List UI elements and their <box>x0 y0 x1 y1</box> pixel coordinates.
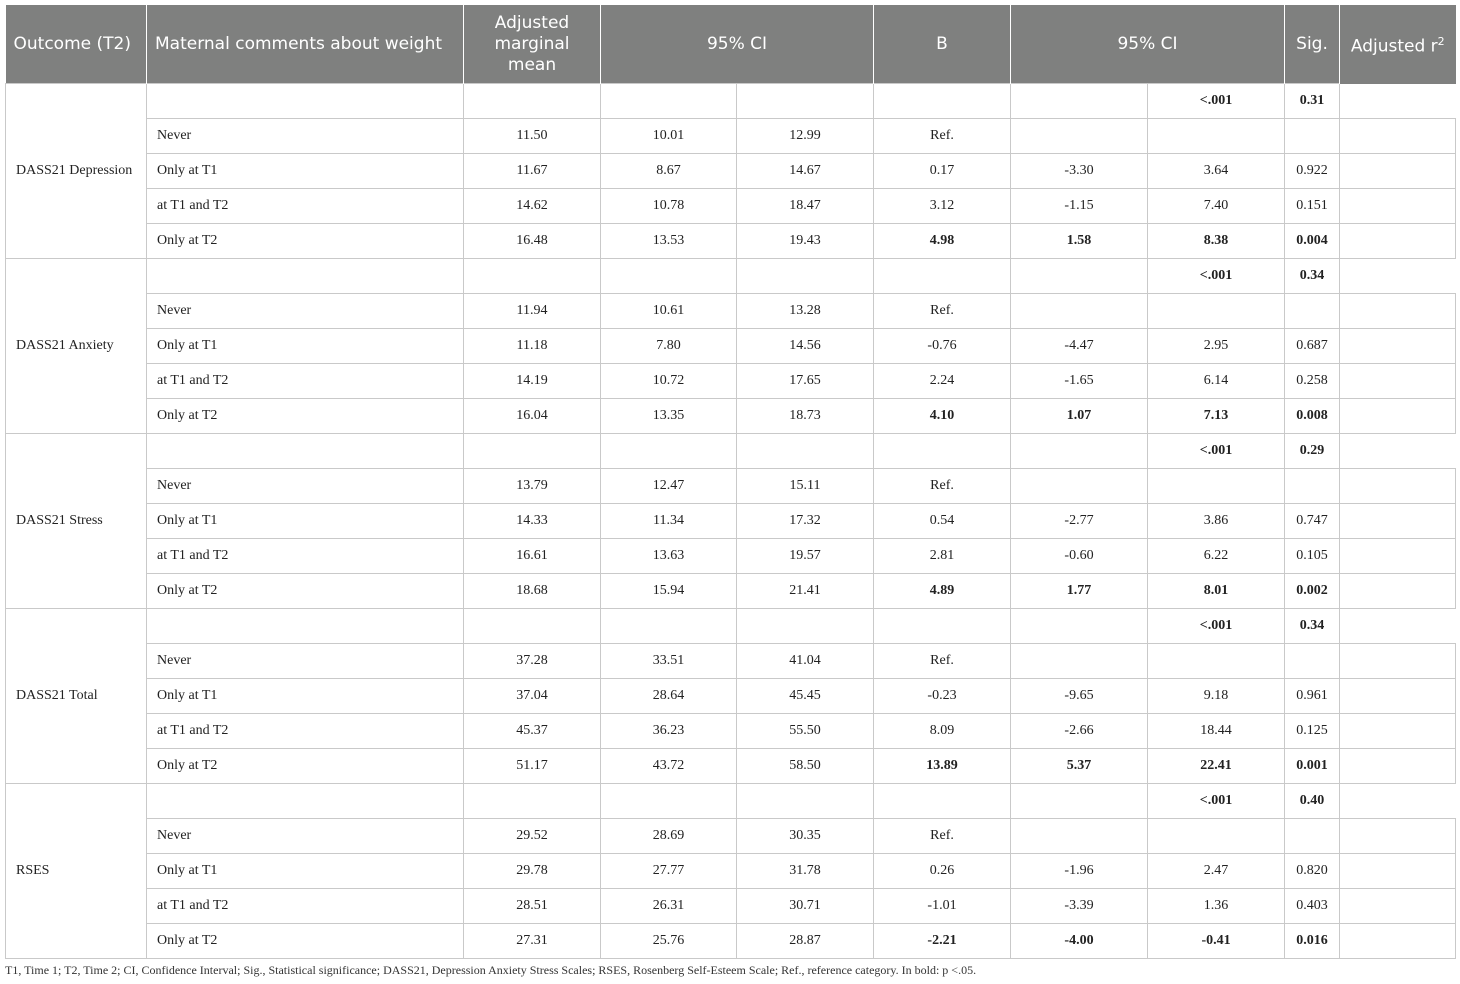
model-sig-cell: <.001 <box>1148 84 1285 119</box>
sig-cell <box>1285 644 1340 679</box>
ci-upper-cell: 30.35 <box>737 819 874 854</box>
amm-cell: 37.04 <box>464 679 601 714</box>
b-ci-upper-cell <box>1148 469 1285 504</box>
table-row <box>6 504 1456 539</box>
level-cell: at T1 and T2 <box>147 364 464 399</box>
ci-lower-cell: 12.47 <box>601 469 737 504</box>
summary-row <box>6 259 1456 294</box>
ci-lower-cell: 10.01 <box>601 119 737 154</box>
ci-upper-cell: 18.47 <box>737 189 874 224</box>
header-outcome: Outcome (T2) <box>6 5 147 84</box>
outcome-cell: DASS21 Depression <box>6 84 147 259</box>
b-ci-lower-cell: -3.30 <box>1011 154 1148 189</box>
b-ci-upper-cell <box>1148 119 1285 154</box>
summary-row <box>6 84 1456 119</box>
empty-cell <box>1340 854 1456 889</box>
model-sig-cell: <.001 <box>1148 259 1285 294</box>
adjusted-r2-cell: 0.34 <box>1285 259 1340 294</box>
ci-upper-cell: 17.65 <box>737 364 874 399</box>
amm-cell: 28.51 <box>464 889 601 924</box>
level-cell: Only at T2 <box>147 399 464 434</box>
amm-cell: 16.48 <box>464 224 601 259</box>
b-ci-lower-cell: -0.60 <box>1011 539 1148 574</box>
empty-cell <box>737 609 874 644</box>
b-ci-lower-cell <box>1011 294 1148 329</box>
sig-cell: 0.922 <box>1285 154 1340 189</box>
b-ci-lower-cell <box>1011 819 1148 854</box>
empty-cell <box>1340 119 1456 154</box>
level-cell: Only at T2 <box>147 224 464 259</box>
empty-cell <box>1340 539 1456 574</box>
b-ci-upper-cell: 6.22 <box>1148 539 1285 574</box>
b-ci-lower-cell: -4.47 <box>1011 329 1148 364</box>
header-adjusted-r2-label: Adjusted r <box>1350 36 1438 57</box>
level-cell: Only at T1 <box>147 854 464 889</box>
empty-cell <box>1340 889 1456 924</box>
sig-cell: 0.002 <box>1285 574 1340 609</box>
b-ci-lower-cell: -2.66 <box>1011 714 1148 749</box>
amm-cell: 29.52 <box>464 819 601 854</box>
ci-lower-cell: 28.69 <box>601 819 737 854</box>
empty-cell <box>464 784 601 819</box>
empty-cell <box>874 609 1011 644</box>
summary-row <box>6 434 1456 469</box>
b-ci-upper-cell: 8.01 <box>1148 574 1285 609</box>
empty-cell <box>1340 224 1456 259</box>
header-ci-mean: 95% CI <box>601 5 874 84</box>
empty-cell <box>737 434 874 469</box>
b-ci-upper-cell: 8.38 <box>1148 224 1285 259</box>
table-row <box>6 364 1456 399</box>
empty-cell <box>1340 329 1456 364</box>
sig-cell: 0.016 <box>1285 924 1340 959</box>
amm-cell: 16.04 <box>464 399 601 434</box>
header-row <box>6 5 1456 84</box>
b-cell: Ref. <box>874 294 1011 329</box>
sig-cell: 0.687 <box>1285 329 1340 364</box>
ci-lower-cell: 8.67 <box>601 154 737 189</box>
table-row <box>6 539 1456 574</box>
empty-cell <box>601 784 737 819</box>
level-cell: Only at T1 <box>147 329 464 364</box>
sig-cell <box>1285 819 1340 854</box>
empty-cell <box>874 84 1011 119</box>
adjusted-r2-cell: 0.29 <box>1285 434 1340 469</box>
b-cell: -1.01 <box>874 889 1011 924</box>
empty-cell <box>147 84 464 119</box>
b-cell: 0.17 <box>874 154 1011 189</box>
empty-cell <box>737 784 874 819</box>
ci-upper-cell: 58.50 <box>737 749 874 784</box>
empty-cell <box>1011 434 1148 469</box>
table-row <box>6 224 1456 259</box>
empty-cell <box>874 784 1011 819</box>
amm-cell: 27.31 <box>464 924 601 959</box>
ci-upper-cell: 41.04 <box>737 644 874 679</box>
ci-upper-cell: 13.28 <box>737 294 874 329</box>
ci-lower-cell: 27.77 <box>601 854 737 889</box>
ci-lower-cell: 11.34 <box>601 504 737 539</box>
b-cell: 4.89 <box>874 574 1011 609</box>
level-cell: Never <box>147 119 464 154</box>
adjusted-r2-cell: 0.34 <box>1285 609 1340 644</box>
sig-cell: 0.403 <box>1285 889 1340 924</box>
ci-upper-cell: 28.87 <box>737 924 874 959</box>
ci-lower-cell: 7.80 <box>601 329 737 364</box>
empty-cell <box>1340 679 1456 714</box>
empty-cell <box>737 84 874 119</box>
empty-cell <box>601 609 737 644</box>
amm-cell: 14.33 <box>464 504 601 539</box>
ci-lower-cell: 10.78 <box>601 189 737 224</box>
level-cell: Never <box>147 819 464 854</box>
header-adjusted-r2 <box>1340 5 1456 84</box>
ci-lower-cell: 10.72 <box>601 364 737 399</box>
b-ci-lower-cell: -2.77 <box>1011 504 1148 539</box>
ci-lower-cell: 43.72 <box>601 749 737 784</box>
sig-cell: 0.820 <box>1285 854 1340 889</box>
b-cell: 0.54 <box>874 504 1011 539</box>
b-ci-lower-cell <box>1011 644 1148 679</box>
b-cell: -0.76 <box>874 329 1011 364</box>
header-maternal-comments: Maternal comments about weight <box>147 5 464 84</box>
b-cell: 2.24 <box>874 364 1011 399</box>
ci-lower-cell: 25.76 <box>601 924 737 959</box>
empty-cell <box>601 434 737 469</box>
level-cell: Only at T1 <box>147 504 464 539</box>
sig-cell <box>1285 469 1340 504</box>
b-ci-upper-cell: 3.64 <box>1148 154 1285 189</box>
b-cell: -2.21 <box>874 924 1011 959</box>
b-ci-upper-cell: 22.41 <box>1148 749 1285 784</box>
empty-cell <box>147 434 464 469</box>
summary-row <box>6 784 1456 819</box>
ci-lower-cell: 26.31 <box>601 889 737 924</box>
ci-lower-cell: 13.53 <box>601 224 737 259</box>
b-ci-upper-cell: 7.40 <box>1148 189 1285 224</box>
ci-upper-cell: 19.57 <box>737 539 874 574</box>
amm-cell: 11.94 <box>464 294 601 329</box>
sig-cell: 0.747 <box>1285 504 1340 539</box>
ci-upper-cell: 45.45 <box>737 679 874 714</box>
empty-cell <box>147 609 464 644</box>
b-ci-upper-cell: 18.44 <box>1148 714 1285 749</box>
empty-cell <box>1011 609 1148 644</box>
empty-cell <box>601 259 737 294</box>
empty-cell <box>1340 504 1456 539</box>
header-b: B <box>874 5 1011 84</box>
sig-cell <box>1285 119 1340 154</box>
level-cell: at T1 and T2 <box>147 714 464 749</box>
adjusted-r2-cell: 0.40 <box>1285 784 1340 819</box>
amm-cell: 37.28 <box>464 644 601 679</box>
b-ci-upper-cell: 2.47 <box>1148 854 1285 889</box>
b-cell: 3.12 <box>874 189 1011 224</box>
empty-cell <box>464 609 601 644</box>
model-sig-cell: <.001 <box>1148 434 1285 469</box>
ci-upper-cell: 12.99 <box>737 119 874 154</box>
b-ci-lower-cell: 1.58 <box>1011 224 1148 259</box>
empty-cell <box>874 259 1011 294</box>
ci-upper-cell: 21.41 <box>737 574 874 609</box>
sig-cell: 0.008 <box>1285 399 1340 434</box>
empty-cell <box>1340 574 1456 609</box>
sig-cell <box>1285 294 1340 329</box>
model-sig-cell: <.001 <box>1148 609 1285 644</box>
table-row <box>6 889 1456 924</box>
empty-cell <box>601 84 737 119</box>
outcome-cell: DASS21 Total <box>6 609 147 784</box>
b-cell: Ref. <box>874 119 1011 154</box>
empty-cell <box>1011 84 1148 119</box>
b-cell: 2.81 <box>874 539 1011 574</box>
b-ci-lower-cell: 1.77 <box>1011 574 1148 609</box>
ci-lower-cell: 15.94 <box>601 574 737 609</box>
ci-upper-cell: 31.78 <box>737 854 874 889</box>
outcome-cell: DASS21 Stress <box>6 434 147 609</box>
level-cell: at T1 and T2 <box>147 189 464 224</box>
b-ci-lower-cell: -1.15 <box>1011 189 1148 224</box>
level-cell: Only at T2 <box>147 574 464 609</box>
b-ci-upper-cell: 1.36 <box>1148 889 1285 924</box>
level-cell: Only at T1 <box>147 154 464 189</box>
amm-cell: 11.67 <box>464 154 601 189</box>
empty-cell <box>1340 644 1456 679</box>
b-ci-lower-cell: -4.00 <box>1011 924 1148 959</box>
empty-cell <box>1011 784 1148 819</box>
b-ci-upper-cell <box>1148 644 1285 679</box>
table-row <box>6 644 1456 679</box>
header-ci-b: 95% CI <box>1011 5 1285 84</box>
empty-cell <box>1340 364 1456 399</box>
amm-cell: 11.50 <box>464 119 601 154</box>
sig-cell: 0.001 <box>1285 749 1340 784</box>
amm-cell: 16.61 <box>464 539 601 574</box>
empty-cell <box>464 434 601 469</box>
amm-cell: 45.37 <box>464 714 601 749</box>
b-cell: 0.26 <box>874 854 1011 889</box>
empty-cell <box>1340 154 1456 189</box>
empty-cell <box>1340 749 1456 784</box>
sig-cell: 0.258 <box>1285 364 1340 399</box>
empty-cell <box>1340 819 1456 854</box>
ci-lower-cell: 28.64 <box>601 679 737 714</box>
level-cell: Only at T1 <box>147 679 464 714</box>
table-row <box>6 574 1456 609</box>
empty-cell <box>1340 924 1456 959</box>
table-row <box>6 854 1456 889</box>
table-row <box>6 189 1456 224</box>
level-cell: Only at T2 <box>147 749 464 784</box>
sig-cell: 0.105 <box>1285 539 1340 574</box>
b-ci-upper-cell: 3.86 <box>1148 504 1285 539</box>
level-cell: Never <box>147 469 464 504</box>
b-ci-lower-cell: -3.39 <box>1011 889 1148 924</box>
header-adjusted-r2-sup: 2 <box>1437 34 1445 48</box>
amm-cell: 18.68 <box>464 574 601 609</box>
ci-upper-cell: 30.71 <box>737 889 874 924</box>
empty-cell <box>874 434 1011 469</box>
empty-cell <box>147 259 464 294</box>
model-sig-cell: <.001 <box>1148 784 1285 819</box>
level-cell: Never <box>147 644 464 679</box>
b-ci-lower-cell <box>1011 119 1148 154</box>
b-cell: 8.09 <box>874 714 1011 749</box>
b-ci-upper-cell: 9.18 <box>1148 679 1285 714</box>
table-row <box>6 154 1456 189</box>
level-cell: Only at T2 <box>147 924 464 959</box>
amm-cell: 14.62 <box>464 189 601 224</box>
ci-upper-cell: 19.43 <box>737 224 874 259</box>
sig-cell: 0.004 <box>1285 224 1340 259</box>
empty-cell <box>147 784 464 819</box>
ci-upper-cell: 14.56 <box>737 329 874 364</box>
ci-upper-cell: 18.73 <box>737 399 874 434</box>
amm-cell: 14.19 <box>464 364 601 399</box>
table-row <box>6 294 1456 329</box>
outcome-cell: RSES <box>6 784 147 959</box>
table-row <box>6 714 1456 749</box>
b-ci-lower-cell: 1.07 <box>1011 399 1148 434</box>
b-ci-upper-cell <box>1148 819 1285 854</box>
b-ci-upper-cell: 7.13 <box>1148 399 1285 434</box>
level-cell: at T1 and T2 <box>147 889 464 924</box>
table-row <box>6 749 1456 784</box>
b-cell: Ref. <box>874 644 1011 679</box>
b-ci-upper-cell: -0.41 <box>1148 924 1285 959</box>
ci-upper-cell: 15.11 <box>737 469 874 504</box>
empty-cell <box>1340 399 1456 434</box>
level-cell: Never <box>147 294 464 329</box>
table-footnote: T1, Time 1; T2, Time 2; CI, Confidence Interval; Sig., Statistical significance; DASS21, Depression Anxiety Stress Scales; RSES, Rosenberg Self-Esteem Scale; Ref., reference category. In bold: p <.05. <box>5 963 977 977</box>
sig-cell: 0.961 <box>1285 679 1340 714</box>
results-table <box>5 5 1456 959</box>
b-ci-lower-cell: 5.37 <box>1011 749 1148 784</box>
results-table-container <box>5 5 1455 959</box>
ci-lower-cell: 10.61 <box>601 294 737 329</box>
b-cell: Ref. <box>874 469 1011 504</box>
empty-cell <box>1340 189 1456 224</box>
table-row <box>6 924 1456 959</box>
ci-upper-cell: 17.32 <box>737 504 874 539</box>
b-cell: 4.10 <box>874 399 1011 434</box>
b-ci-upper-cell: 2.95 <box>1148 329 1285 364</box>
header-sig: Sig. <box>1285 5 1340 84</box>
b-cell: 13.89 <box>874 749 1011 784</box>
empty-cell <box>464 259 601 294</box>
header-adjusted-marginal-mean: Adjusted marginal mean <box>464 5 601 84</box>
amm-cell: 29.78 <box>464 854 601 889</box>
b-cell: Ref. <box>874 819 1011 854</box>
ci-lower-cell: 36.23 <box>601 714 737 749</box>
b-ci-lower-cell: -1.96 <box>1011 854 1148 889</box>
table-row <box>6 819 1456 854</box>
ci-lower-cell: 13.35 <box>601 399 737 434</box>
empty-cell <box>1340 469 1456 504</box>
adjusted-r2-cell: 0.31 <box>1285 84 1340 119</box>
b-ci-lower-cell: -9.65 <box>1011 679 1148 714</box>
table-row <box>6 119 1456 154</box>
sig-cell: 0.125 <box>1285 714 1340 749</box>
table-row <box>6 469 1456 504</box>
sig-cell: 0.151 <box>1285 189 1340 224</box>
summary-row <box>6 609 1456 644</box>
b-ci-lower-cell <box>1011 469 1148 504</box>
amm-cell: 13.79 <box>464 469 601 504</box>
table-body <box>6 84 1456 959</box>
b-cell: -0.23 <box>874 679 1011 714</box>
table-row <box>6 679 1456 714</box>
amm-cell: 51.17 <box>464 749 601 784</box>
ci-lower-cell: 33.51 <box>601 644 737 679</box>
ci-upper-cell: 55.50 <box>737 714 874 749</box>
amm-cell: 11.18 <box>464 329 601 364</box>
empty-cell <box>737 259 874 294</box>
empty-cell <box>1340 294 1456 329</box>
b-ci-upper-cell: 6.14 <box>1148 364 1285 399</box>
outcome-cell: DASS21 Anxiety <box>6 259 147 434</box>
b-ci-upper-cell <box>1148 294 1285 329</box>
empty-cell <box>1011 259 1148 294</box>
ci-lower-cell: 13.63 <box>601 539 737 574</box>
table-row <box>6 399 1456 434</box>
empty-cell <box>1340 714 1456 749</box>
empty-cell <box>464 84 601 119</box>
b-cell: 4.98 <box>874 224 1011 259</box>
ci-upper-cell: 14.67 <box>737 154 874 189</box>
level-cell: at T1 and T2 <box>147 539 464 574</box>
table-row <box>6 329 1456 364</box>
b-ci-lower-cell: -1.65 <box>1011 364 1148 399</box>
